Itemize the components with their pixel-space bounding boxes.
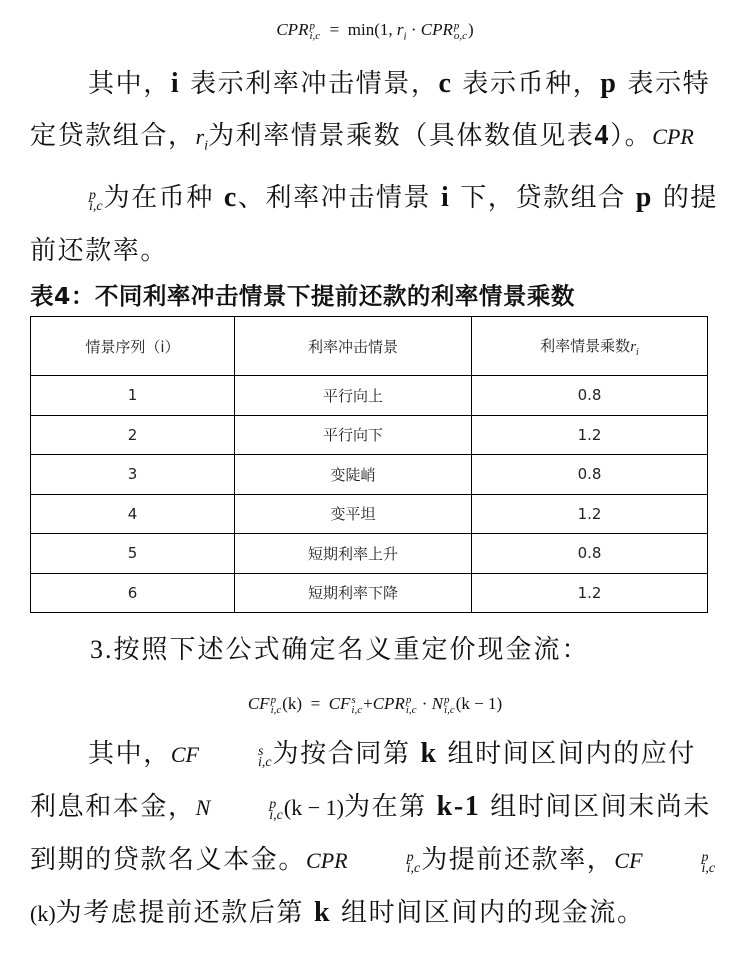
cell-multiplier: 1.2 <box>472 494 708 534</box>
var-i: i <box>170 68 181 99</box>
math-cf-s: CF s i,c <box>170 742 272 770</box>
cell-index: 3 <box>31 455 235 495</box>
formula-term: CPR <box>276 20 309 39</box>
cell-multiplier: 0.8 <box>472 376 708 416</box>
cell-scenario: 短期利率下降 <box>235 573 472 613</box>
step-heading <box>90 628 590 672</box>
formula-term: N <box>431 694 444 713</box>
step-number: 3. <box>90 635 114 664</box>
cell-scenario: 平行向下 <box>235 415 472 455</box>
cell-multiplier: 1.2 <box>472 573 708 613</box>
table-header-row <box>31 317 708 376</box>
formula-arg: (k) <box>282 694 303 713</box>
var-c: c <box>223 182 238 214</box>
text: 为在第 <box>343 792 427 822</box>
math-cpr: CPR p i,c <box>306 848 421 876</box>
formula-sub: i,c <box>309 30 321 43</box>
table-caption: 表4：不同利率冲击情景下提前还款的利率情景乘数 <box>30 282 575 310</box>
text: 为考虑提前还款后第 <box>55 898 305 928</box>
text: 为在币种 <box>103 183 215 214</box>
header-scenario-name: 利率冲击情景 <box>235 317 472 376</box>
formula-eq: = <box>329 20 340 39</box>
formula-term: CPR <box>420 20 453 39</box>
cell-scenario: 变平坦 <box>235 494 472 534</box>
formula-term: CPR <box>372 694 405 713</box>
cell-index: 5 <box>31 534 235 574</box>
formula-cpr-min <box>0 18 750 48</box>
text: 组时间区间内的现金流。 <box>341 898 645 928</box>
text: 表示币种， <box>462 69 601 99</box>
formula-op: + <box>363 694 373 713</box>
var-k: k <box>420 738 438 769</box>
formula-sup: p <box>405 694 412 707</box>
text: 、利率冲击情景 <box>237 183 432 214</box>
formula-sub: i,c <box>351 704 363 717</box>
text: 下，贷款组合 <box>460 183 626 214</box>
formula-func: min <box>347 20 375 39</box>
text: 表示利率冲击情景， <box>190 69 439 99</box>
formula-cashflow <box>0 692 750 716</box>
table-row <box>31 534 708 574</box>
var-i: i <box>441 182 451 214</box>
text: 组时间区间内的应付利息和本金， <box>30 739 696 822</box>
table-ref: 4 <box>594 120 611 151</box>
step-text: 按照下述公式确定名义重定价现金流： <box>113 635 590 665</box>
header-scenario-index: 情景序列（i） <box>31 317 235 376</box>
formula-op: · <box>410 20 417 39</box>
formula-sup: s <box>351 694 356 707</box>
formula-sup: p <box>309 20 315 33</box>
formula-arg: (k − 1) <box>455 694 503 713</box>
cell-multiplier: 1.2 <box>472 415 708 455</box>
cell-scenario: 变陡峭 <box>235 455 472 495</box>
formula-sub: i,c <box>444 704 455 717</box>
formula-close: ) <box>467 20 474 39</box>
text: ）。 <box>610 121 653 151</box>
formula-sub: i,c <box>405 704 417 717</box>
math-ri: $r_i$ <box>195 124 209 154</box>
text: 为提前还款率， <box>421 845 615 875</box>
formula-term: CF <box>328 694 351 713</box>
var-p: p <box>635 182 653 214</box>
text: 表示特定贷款组合， <box>30 69 711 151</box>
multiplier-table <box>30 316 708 613</box>
var-k: k <box>313 897 332 928</box>
table-row <box>31 455 708 495</box>
math-cpr: CPR p i,c <box>89 124 694 215</box>
table-row <box>31 573 708 613</box>
text: 为按合同第 <box>272 739 411 769</box>
var-p: p <box>600 68 618 99</box>
cell-multiplier: 0.8 <box>472 455 708 495</box>
cell-scenario: 平行向上 <box>235 376 472 416</box>
formula-sup: p <box>444 694 450 707</box>
text: 为利率情景乘数（具体数值见表 <box>208 121 595 151</box>
text: 其中， <box>88 69 171 99</box>
paragraph-cashflow-definitions <box>30 728 722 940</box>
table-row <box>31 494 708 534</box>
formula-term: r <box>396 20 404 39</box>
var-c: c <box>438 68 453 99</box>
header-multiplier: 利率情景乘数$r_i$ <box>472 317 708 376</box>
cell-index: 6 <box>31 573 235 613</box>
formula-eq: = <box>310 694 321 713</box>
var-k-minus-1: k-1 <box>436 791 481 822</box>
text: 的提前还款率。 <box>30 183 719 267</box>
cell-index: 2 <box>31 415 235 455</box>
table-row <box>31 415 708 455</box>
cell-multiplier: 0.8 <box>472 534 708 574</box>
formula-sub: i <box>403 30 407 43</box>
cell-scenario: 短期利率上升 <box>235 534 472 574</box>
formula-args: (1, <box>374 20 393 39</box>
cell-index: 1 <box>31 376 235 416</box>
formula-term: CF <box>247 694 270 713</box>
text: 其中， <box>88 739 171 769</box>
formula-op: · <box>421 694 428 713</box>
formula-sub: i,c <box>270 704 282 717</box>
formula-sup: p <box>270 694 277 707</box>
math-cf-p: CF p i,c (k) <box>30 848 716 926</box>
table-row <box>31 376 708 416</box>
formula-sup: p <box>453 20 460 33</box>
text: 组时间区间末尚未到期的贷款名义本金。 <box>30 792 712 875</box>
math-n: N p i,c (k − 1) <box>195 795 344 823</box>
cell-index: 4 <box>31 494 235 534</box>
paragraph-definitions <box>30 58 722 277</box>
formula-sub: o,c <box>453 30 467 43</box>
